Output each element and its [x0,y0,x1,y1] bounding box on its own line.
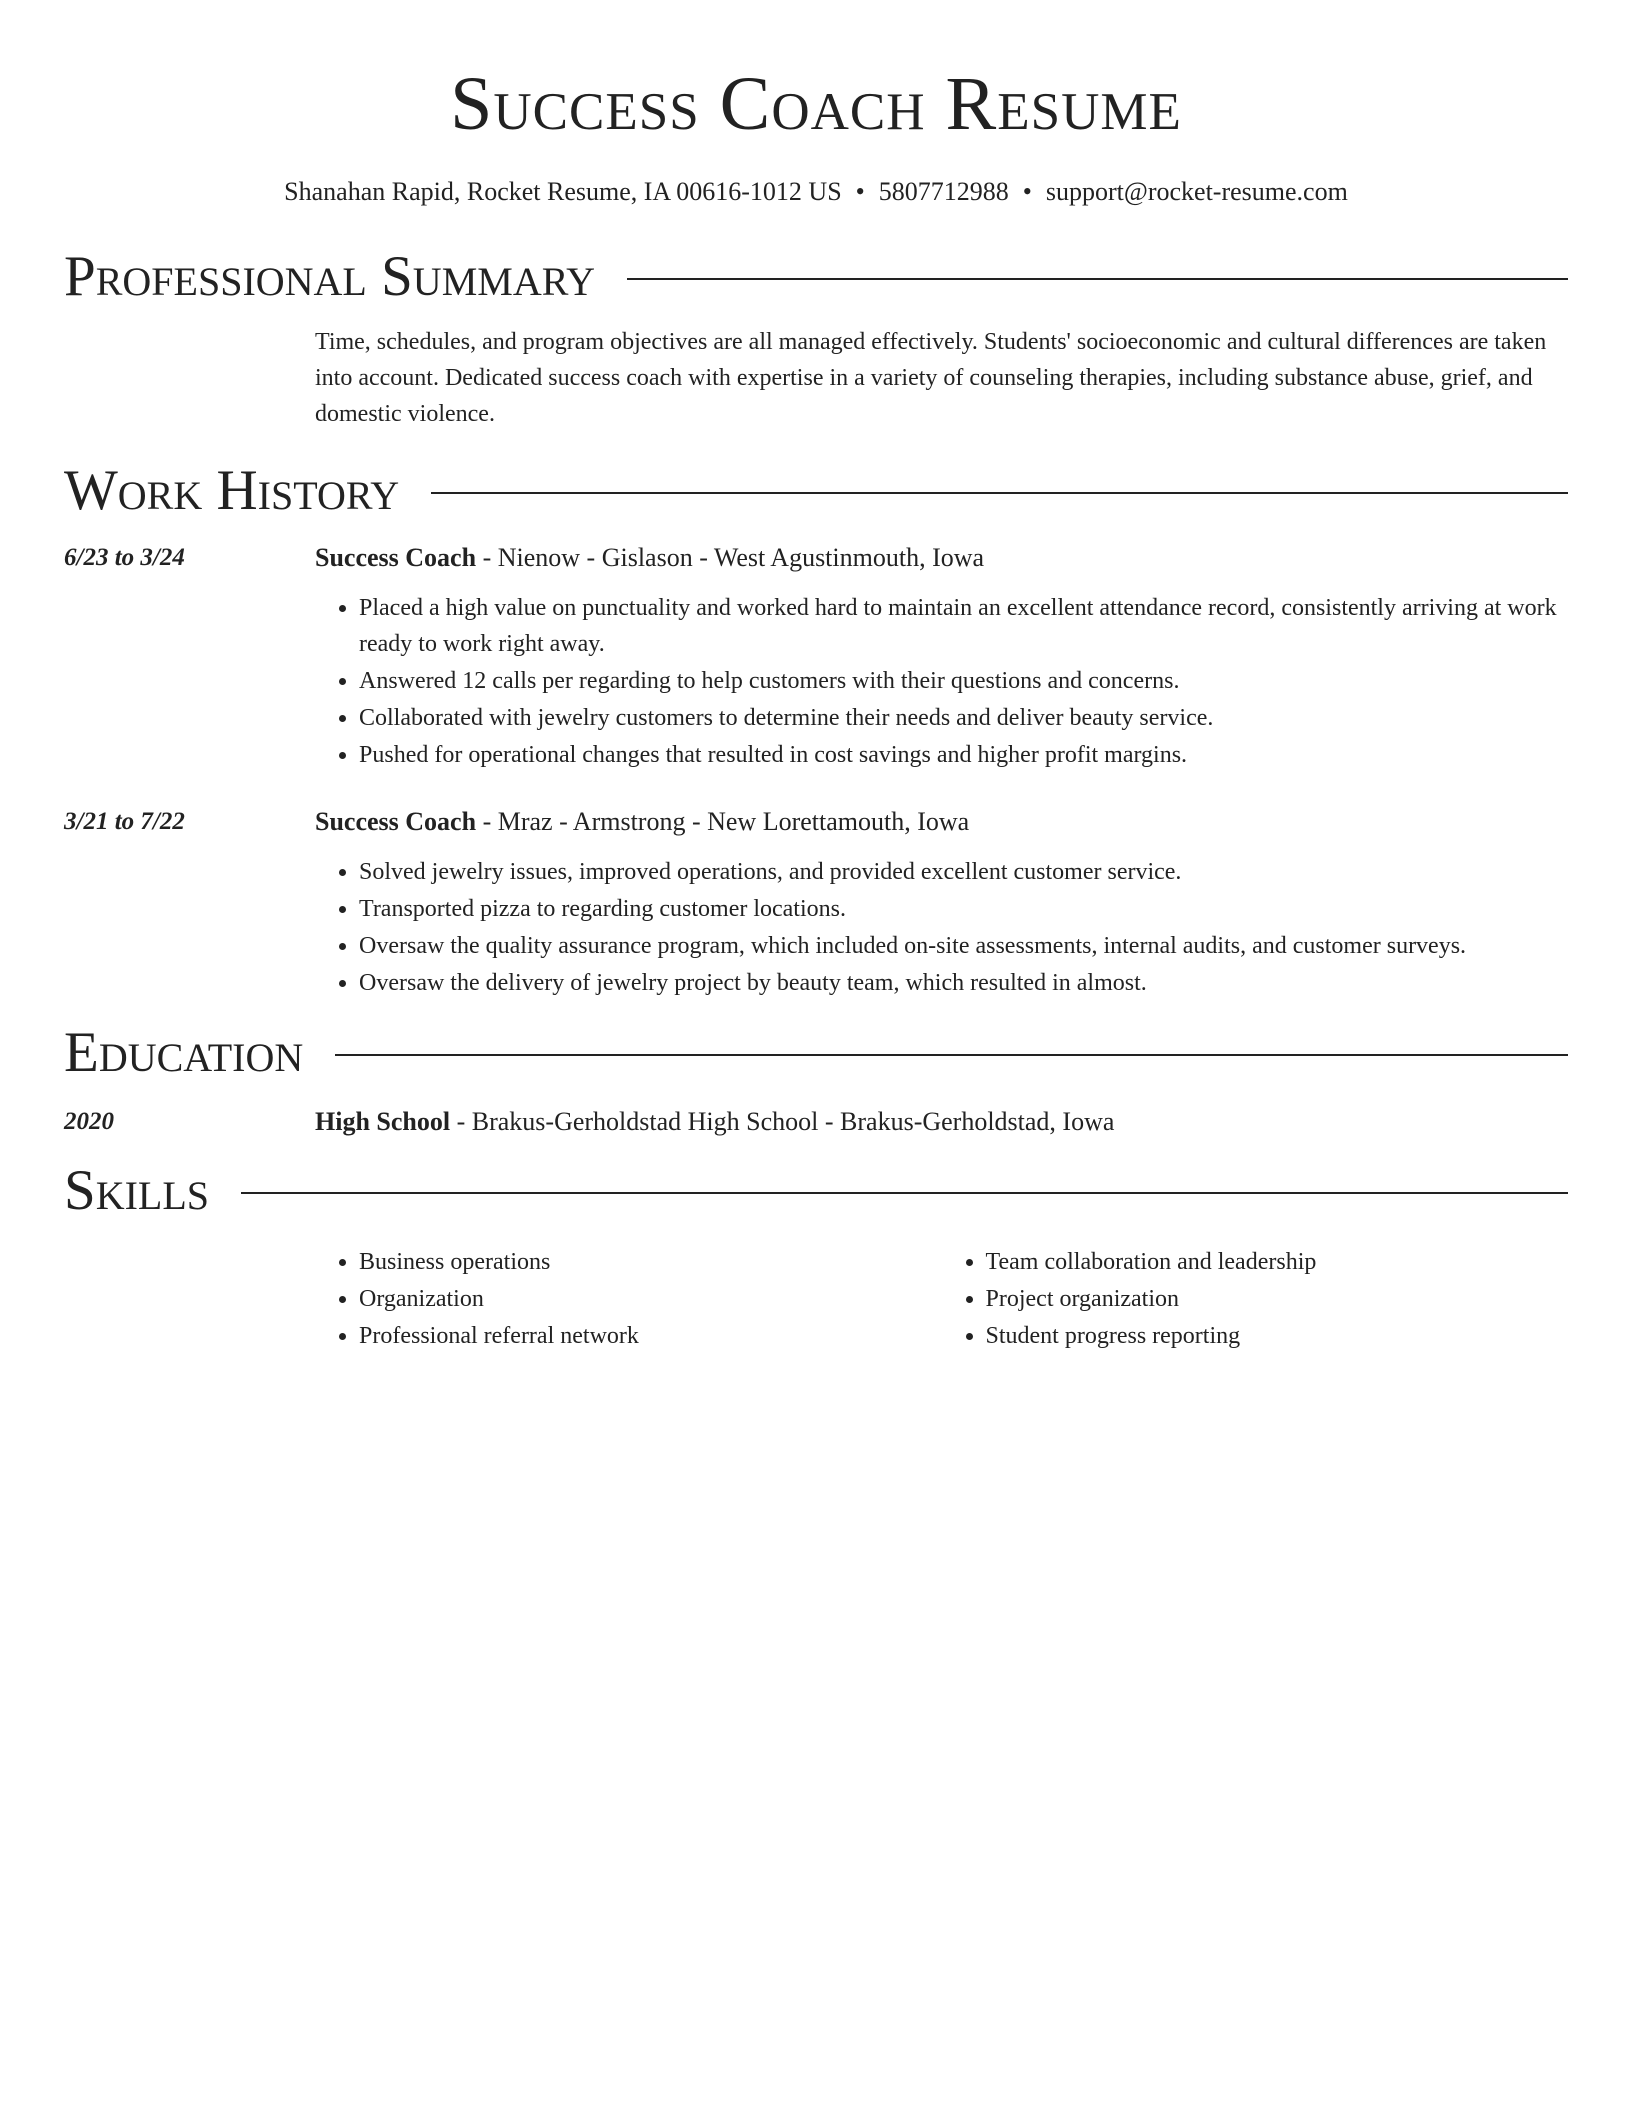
section-rule [431,492,1568,494]
contact-separator: • [855,177,865,206]
skill-item: • Team collaboration and leadership [986,1244,1569,1281]
job-bullets [315,854,1568,1001]
education-entry [64,1104,1568,1140]
skill-item: • Organization [359,1281,942,1318]
summary-section-header [64,242,1568,312]
education-section-header [64,1018,1568,1088]
skill-item: • Business operations [359,1244,942,1281]
job-bullets [315,590,1568,773]
section-rule [627,278,1568,280]
education-date: 2020 [64,1108,114,1135]
summary-text: Time, schedules, and program objectives are all managed effectively. Students' socioeconomic and cultural differences are taken into account. Dedicated success coach with expertise in a variety of counseling therapies, including substance abuse, grief, and domestic violence. [315,329,1547,427]
work-section-header [64,456,1568,526]
education-heading-line [315,1104,1568,1140]
list-item: • Solved jewelry issues, improved operations, and provided excellent customer service. [359,854,1568,890]
education-degree: High School [315,1107,451,1136]
list-item: • Placed a high value on punctuality and worked hard to maintain an excellent attendance record, consistently arriving at work ready to work right away. [359,590,1568,662]
job-dates: 3/21 to 7/22 [64,808,185,835]
job-entry [64,804,1568,1002]
list-item: • Transported pizza to regarding customer locations. [359,891,1568,927]
job-heading [315,540,1568,576]
work-heading: Work History [64,459,400,522]
contact-phone: 5807712988 [878,177,1009,206]
skills-section-header [64,1156,1568,1226]
list-item: • Oversaw the quality assurance program, which included on-site assessments, internal audits, and customer surveys. [359,928,1568,964]
job-title: Success Coach [315,543,477,572]
contact-address: Shanahan Rapid, Rocket Resume, IA 00616-1012 US [284,177,842,206]
skills-list [315,1244,1568,1355]
job-details: - Mraz - Armstrong - New Lorettamouth, Iowa [476,807,970,836]
job-entry [64,540,1568,774]
list-item: • Pushed for operational changes that resulted in cost savings and higher profit margins. [359,737,1568,773]
contact-line [64,174,1568,210]
skills-column-right [942,1244,1569,1355]
skill-item: • Student progress reporting [986,1318,1569,1355]
skill-item: • Professional referral network [359,1318,942,1355]
skill-item: • Project organization [986,1281,1569,1318]
job-heading [315,804,1568,840]
education-heading: Education [64,1021,304,1084]
job-dates: 6/23 to 3/24 [64,544,185,571]
contact-separator: • [1022,177,1032,206]
list-item: • Answered 12 calls per regarding to help customers with their questions and concerns. [359,663,1568,699]
contact-email: support@rocket-resume.com [1045,177,1348,206]
section-rule [335,1054,1568,1056]
resume-title: Success Coach Resume [450,62,1182,146]
job-title: Success Coach [315,807,477,836]
skills-heading: Skills [64,1159,210,1222]
list-item: • Collaborated with jewelry customers to determine their needs and deliver beauty service. [359,700,1568,736]
skills-column-left [315,1244,942,1355]
summary-heading: Professional Summary [64,245,596,308]
job-details: - Nienow - Gislason - West Agustinmouth, Iowa [476,543,985,572]
education-details: - Brakus-Gerholdstad High School - Brakus-Gerholdstad, Iowa [450,1107,1115,1136]
list-item: • Oversaw the delivery of jewelry project by beauty team, which resulted in almost. [359,965,1568,1001]
section-rule [241,1192,1568,1194]
